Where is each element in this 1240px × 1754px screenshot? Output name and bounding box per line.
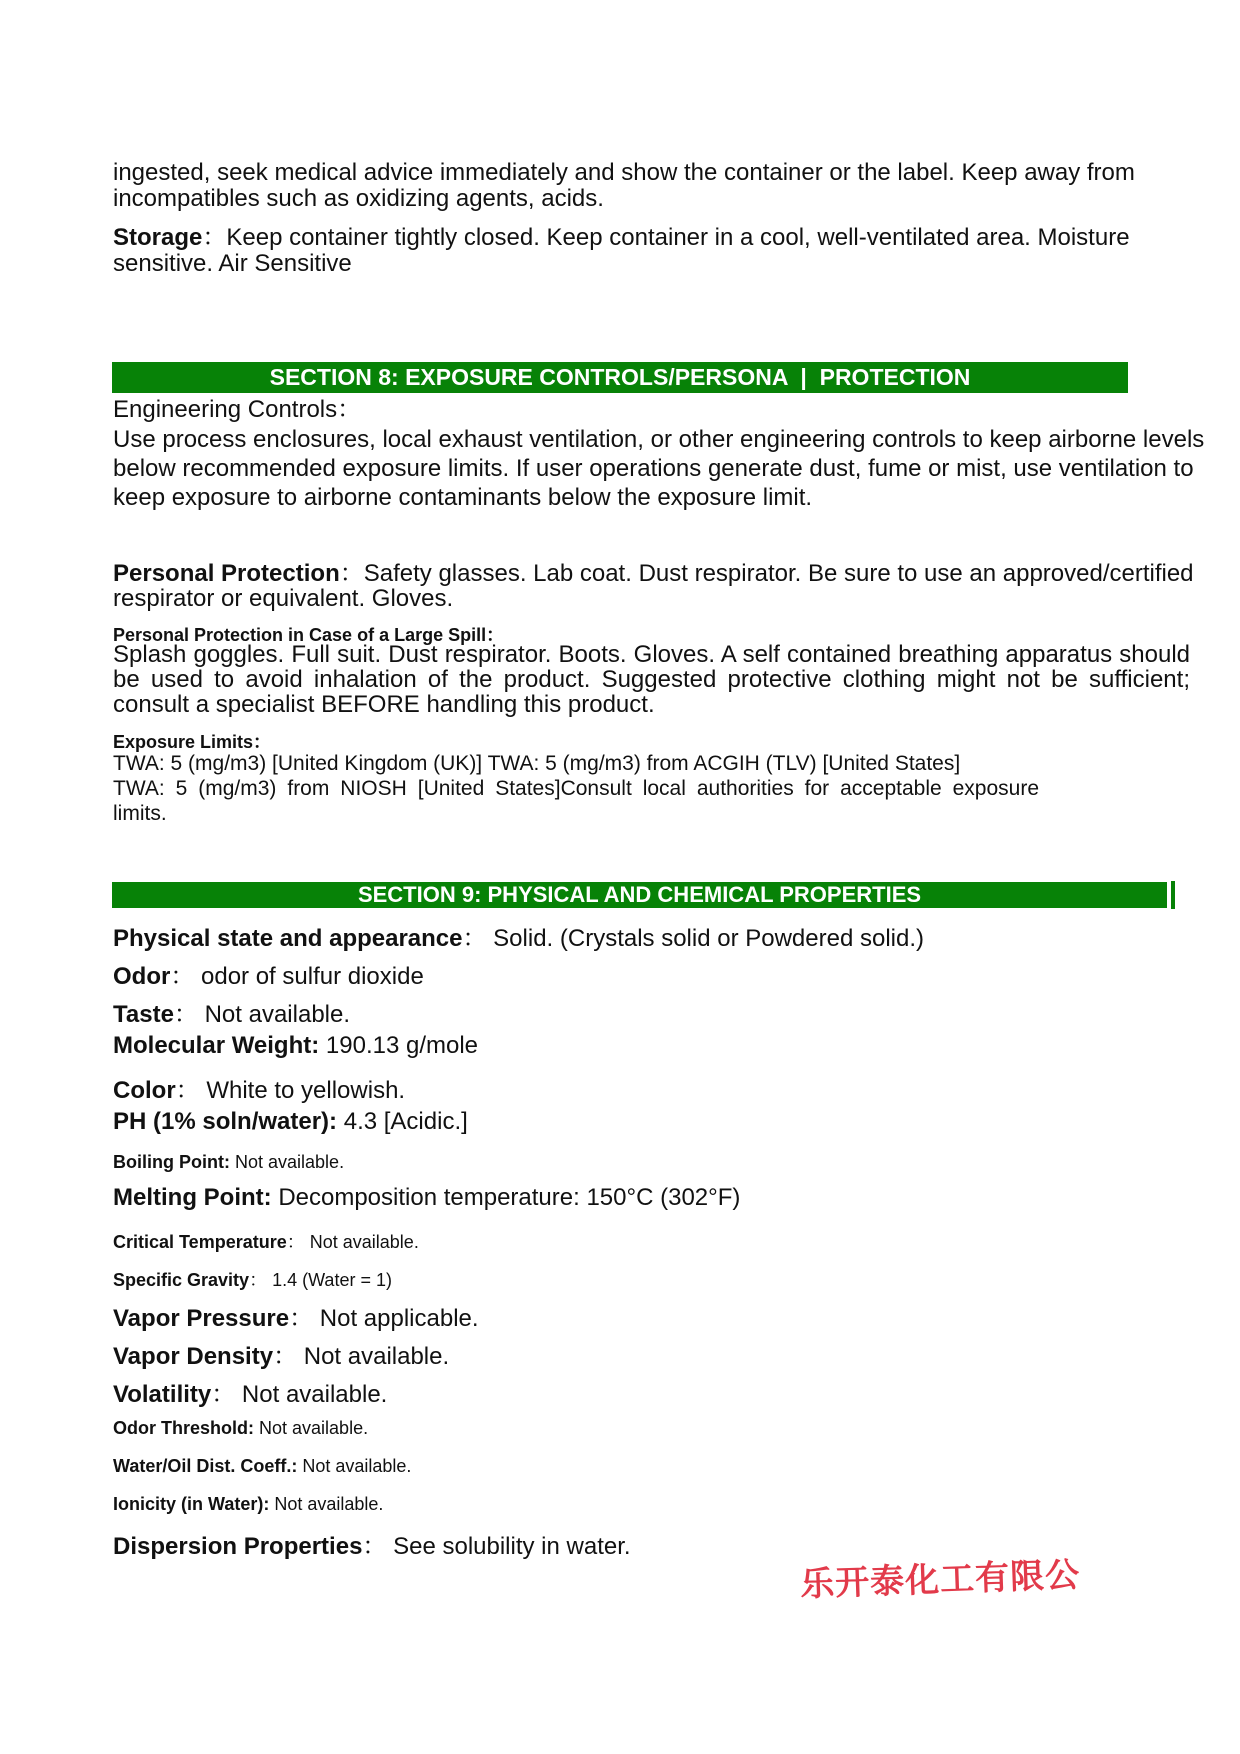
property-value: See solubility in water. — [393, 1533, 631, 1560]
property-label: Odor — [113, 963, 171, 990]
property-label: Physical state and appearance — [113, 925, 463, 952]
property-label: Ionicity (in Water): — [113, 1494, 270, 1514]
property-separator — [337, 1108, 344, 1135]
property-label: Critical Temperature — [113, 1232, 287, 1252]
header-edge-mark — [1171, 881, 1175, 909]
property-value: odor of sulfur dioxide — [201, 963, 424, 990]
property-value: Not available. — [309, 1232, 419, 1252]
company-seal: 乐开泰化工有限公 — [799, 1555, 1081, 1605]
property-value: Not available. — [204, 1001, 351, 1028]
property-row — [113, 1108, 468, 1136]
property-value: Decomposition temperature: 150°C (302°F) — [278, 1184, 741, 1211]
property-separator: ： — [173, 1001, 198, 1028]
personal-protection-label: Personal Protection — [113, 560, 340, 587]
property-row — [113, 994, 350, 1029]
property-label: Dispersion Properties — [113, 1533, 363, 1560]
property-separator: ： — [170, 963, 195, 990]
property-value: Solid. (Crystals solid or Powdered solid.) — [493, 925, 924, 952]
property-label: Vapor Density — [113, 1343, 274, 1370]
property-label: Melting Point: — [113, 1184, 272, 1211]
property-label: Specific Gravity — [113, 1270, 250, 1290]
property-value: 190.13 g/mole — [325, 1032, 479, 1059]
property-row — [113, 1152, 344, 1173]
property-separator: ： — [462, 925, 487, 952]
property-row — [113, 1266, 392, 1292]
property-separator — [319, 1032, 326, 1059]
exposure-limits-label: Exposure Limits： — [113, 732, 272, 752]
large-spill-label: Personal Protection in Case of a Large Spill： — [113, 625, 505, 645]
property-label: Taste — [113, 1001, 174, 1028]
property-label: Color — [113, 1077, 176, 1104]
property-value: 4.3 [Acidic.] — [343, 1108, 468, 1135]
property-row — [113, 1526, 631, 1561]
large-spill-text: Splash goggles. Full suit. Dust respirator. Boots. Gloves. A self contained breathing apparatus should be used to avoid inhalation of the product. Suggested protective clothing might not be sufficient; consult a specialist BEFORE handling this product. — [113, 641, 1190, 718]
storage-paragraph: Storage：Keep container tightly closed. Keep container in a cool, well-ventilated area. Moisture sensitive. Air Sensitive — [113, 224, 1130, 277]
property-row — [113, 1336, 449, 1371]
property-row — [113, 1456, 411, 1477]
engineering-controls-text: Use process enclosures, local exhaust ventilation, or other engineering controls to keep airborne levels below recommended exposure limits. If user operations generate dust, fume or mist, use ventilation to keep exposure to airborne contaminants below the exposure limit. — [113, 426, 1205, 511]
property-row — [113, 1070, 405, 1105]
property-value: 1.4 (Water = 1) — [272, 1270, 392, 1290]
property-row — [113, 1228, 419, 1254]
property-row — [113, 956, 424, 991]
property-separator: ： — [175, 1077, 200, 1104]
property-separator: ： — [211, 1381, 236, 1408]
property-label: Vapor Pressure — [113, 1305, 290, 1332]
property-row — [113, 1418, 368, 1439]
property-label: Odor Threshold: — [113, 1418, 254, 1438]
exposure-limits-line1: TWA: 5 (mg/m3) [United Kingdom (UK)] TWA: 5 (mg/m3) from ACGIH (TLV) [United States] — [113, 752, 961, 775]
property-separator: ： — [273, 1343, 298, 1370]
property-value: Not available. — [274, 1494, 384, 1514]
storage-text: Keep container tightly closed. Keep container in a cool, well-ventilated area. Moisture sensitive. Air Sensitive — [113, 224, 1130, 277]
property-value: Not available. — [241, 1381, 388, 1408]
personal-protection: Personal Protection：Safety glasses. Lab coat. Dust respirator. Be sure to use an approved/certified respirator or equivalent. Gloves. — [113, 560, 1194, 612]
property-value: Not available. — [302, 1456, 412, 1476]
property-label: Boiling Point: — [113, 1152, 230, 1172]
storage-label: Storage — [113, 224, 203, 251]
property-label: Volatility — [113, 1381, 212, 1408]
property-value: Not applicable. — [319, 1305, 479, 1332]
property-label: PH (1% soln/water): — [113, 1108, 338, 1135]
section-8-header: SECTION 8: EXPOSURE CONTROLS/PERSONA | PROTECTION — [112, 362, 1128, 393]
property-row — [113, 1494, 383, 1515]
personal-protection-text: Safety glasses. Lab coat. Dust respirator. Be sure to use an approved/certified respirator or equivalent. Gloves. — [113, 560, 1194, 612]
property-value: Not available. — [235, 1152, 345, 1172]
property-row — [113, 918, 924, 953]
handling-text: ingested, seek medical advice immediately and show the container or the label. Keep away from incompatibles such as oxidizing agents, acids. — [113, 159, 1135, 212]
property-label: Molecular Weight: — [113, 1032, 320, 1059]
property-row — [113, 1298, 479, 1333]
property-row — [113, 1184, 740, 1212]
property-row — [113, 1374, 387, 1409]
property-value: Not available. — [303, 1343, 450, 1370]
property-separator: ： — [286, 1232, 305, 1252]
property-value: Not available. — [259, 1418, 369, 1438]
property-separator: ： — [362, 1533, 387, 1560]
property-separator: ： — [289, 1305, 314, 1332]
engineering-controls-label: Engineering Controls： — [113, 396, 362, 423]
property-value: White to yellowish. — [206, 1077, 406, 1104]
property-row — [113, 1032, 478, 1060]
exposure-limits-line2: TWA: 5 (mg/m3) from NIOSH [United States]Consult local authorities for acceptable exposure limits. — [113, 777, 1039, 825]
section-9-header: SECTION 9: PHYSICAL AND CHEMICAL PROPERTIES — [112, 882, 1167, 908]
property-separator: ： — [249, 1270, 268, 1290]
property-label: Water/Oil Dist. Coeff.: — [113, 1456, 298, 1476]
